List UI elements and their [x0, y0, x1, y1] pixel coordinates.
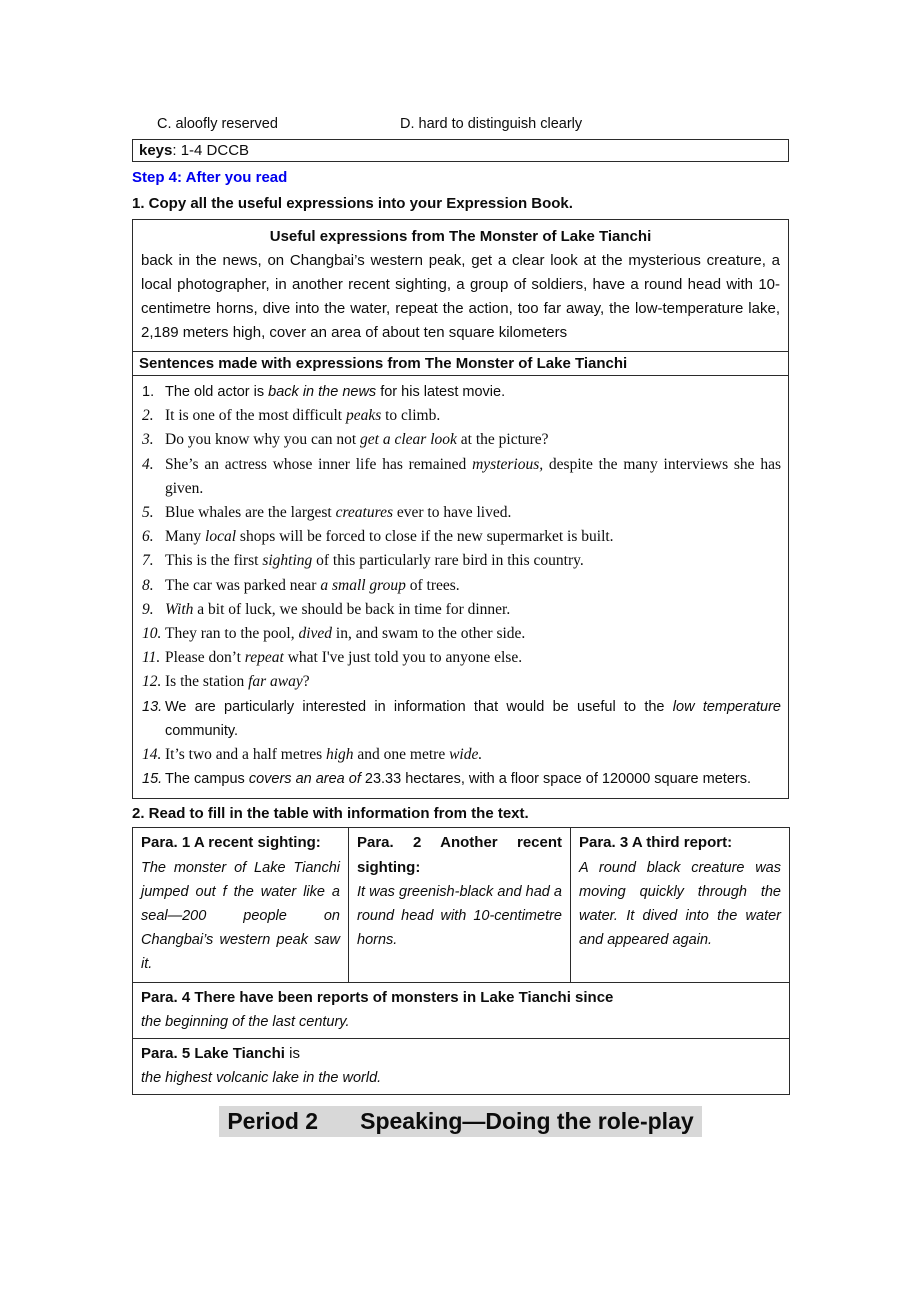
- sentence-item: [137, 670, 782, 694]
- sentence-number: 3.: [142, 431, 154, 449]
- sentence-item: [137, 767, 782, 791]
- sentence-number: 15.: [142, 771, 163, 788]
- para5-normal-text: is: [284, 1045, 300, 1063]
- sentence-item: [137, 453, 782, 501]
- sentence-number: 8.: [142, 576, 154, 594]
- sentence-text: They ran to the pool, dived in, and swam to the other side.: [165, 625, 526, 643]
- para-cell-1: [133, 828, 349, 982]
- keys-value: : 1-4 DCCB: [172, 142, 250, 159]
- sentence-item: [137, 525, 782, 549]
- period-label: Period 2: [227, 1108, 319, 1135]
- sentence-number: 6.: [142, 528, 154, 546]
- period-title: Speaking—Doing the role-play: [360, 1108, 694, 1135]
- para-cell-2: [349, 828, 571, 982]
- sentence-text: Blue whales are the largest creatures ever to have lived.: [165, 504, 512, 522]
- sentence-number: 11.: [142, 649, 161, 667]
- sentence-text: Is the station far away?: [165, 673, 310, 691]
- sentence-item: [137, 380, 782, 404]
- paragraph-table: [132, 827, 790, 1095]
- useful-expressions-title: Useful expressions from The Monster of Lake Tianchi: [269, 228, 652, 245]
- sentence-text: Many local shops will be forced to close if the new supermarket is built.: [165, 528, 614, 546]
- task1-heading: 1. Copy all the useful expressions into your Expression Book.: [132, 195, 573, 212]
- para-row: [133, 828, 790, 982]
- sentence-number: 9.: [142, 600, 154, 618]
- para5-row: [133, 1039, 790, 1095]
- period-heading-line: [132, 1106, 789, 1137]
- sentence-item: [137, 549, 782, 573]
- sentence-text: Please don’t repeat what I've just told you to anyone else.: [165, 649, 523, 667]
- para5-bold-line: [141, 1042, 781, 1066]
- page-content: [132, 0, 789, 1137]
- sentence-text: This is the first sighting of this particularly rare bird in this country.: [165, 552, 584, 570]
- sentence-text: She’s an actress whose inner life has remained mysterious, despite the many interviews she has given.: [165, 455, 781, 497]
- sentence-item: [137, 646, 782, 670]
- task2-heading: 2. Read to fill in the table with information from the text.: [132, 805, 529, 823]
- sentence-item: [137, 622, 782, 646]
- sentence-number: 14.: [142, 746, 162, 764]
- sentence-text: The car was parked near a small group of trees.: [165, 576, 460, 594]
- sentence-item: [137, 598, 782, 622]
- sentence-text: It’s two and a half metres high and one metre wide.: [165, 746, 483, 764]
- para-cell-body: A round black creature was moving quickly through the water. It dived into the water and appeared again.: [579, 859, 781, 949]
- keys-box: [132, 139, 789, 162]
- period-heading: [219, 1106, 701, 1137]
- sentence-text: It is one of the most difficult peaks to climb.: [165, 407, 441, 425]
- sentence-item: [137, 743, 782, 767]
- keys-label: keys: [139, 142, 173, 159]
- para5-bold-text: Para. 5 Lake Tianchi: [141, 1045, 285, 1063]
- answer-options-line: [132, 116, 789, 132]
- sentence-number: 10.: [142, 625, 162, 643]
- para-cell-title: Para. 3 A third report:: [579, 834, 733, 852]
- sentence-number: 4.: [142, 455, 154, 473]
- para5-cell: [133, 1039, 790, 1095]
- useful-expressions-body: back in the news, on Changbai’s western peak, get a clear look at the mysterious creature, a local photographer, in another recent sighting, a group of soldiers, have a round head with 10-centimetre horns, dive into the water, repeat the action, too far away, the low-temperature lake, 2,189 meters high, cover an area of about ten square kilometers: [141, 252, 780, 341]
- sentence-number: 1.: [142, 384, 155, 400]
- sentence-item: [137, 501, 782, 525]
- sentence-text: With a bit of luck, we should be back in time for dinner.: [165, 600, 511, 618]
- para4-row: [133, 982, 790, 1038]
- sentence-item: [137, 574, 782, 598]
- sentence-item: [137, 404, 782, 428]
- sentence-number: 5.: [142, 504, 154, 522]
- sentence-text: We are particularly interested in information that would be useful to the low temperature community.: [165, 698, 781, 739]
- para-cell-body: The monster of Lake Tianchi jumped out f the water like a seal—200 people on Changbai’s western peak saw it.: [141, 859, 340, 973]
- para-cell-title: Para. 1 A recent sighting:: [141, 834, 321, 852]
- sentence-number: 2.: [142, 407, 154, 425]
- sentence-list: [133, 375, 788, 798]
- sentence-text: Do you know why you can not get a clear look at the picture?: [165, 431, 549, 449]
- step-heading: Step 4: After you read: [132, 169, 288, 186]
- para5-italic-text: the highest volcanic lake in the world.: [141, 1070, 382, 1087]
- expressions-and-sentences-box: [132, 219, 789, 799]
- sentence-number: 13.: [142, 698, 163, 715]
- sentences-header: Sentences made with expressions from The Monster of Lake Tianchi: [133, 351, 788, 375]
- sentence-number: 12.: [142, 673, 162, 691]
- para-cell-title: Para. 2 Another recent sighting:: [357, 834, 562, 876]
- sentence-item: [137, 428, 782, 452]
- sentence-text: The campus covers an area of 23.33 hectares, with a floor space of 120000 square meters.: [165, 771, 751, 788]
- sentence-item: [137, 695, 782, 743]
- useful-expressions-cell: [133, 220, 788, 351]
- sentence-text: The old actor is back in the news for his latest movie.: [165, 384, 506, 400]
- para4-italic-text: the beginning of the last century.: [141, 1013, 350, 1030]
- sentence-number: 7.: [142, 552, 154, 570]
- para-cell-3: [571, 828, 790, 982]
- para-cell-body: It was greenish-black and had a round head with 10-centimetre horns.: [357, 883, 562, 949]
- para4-bold-text: Para. 4 There have been reports of monsters in Lake Tianchi since: [141, 988, 614, 1006]
- option-c: C. aloofly reserved: [157, 116, 278, 132]
- option-d: D. hard to distinguish clearly: [400, 116, 583, 132]
- para4-cell: [133, 982, 790, 1038]
